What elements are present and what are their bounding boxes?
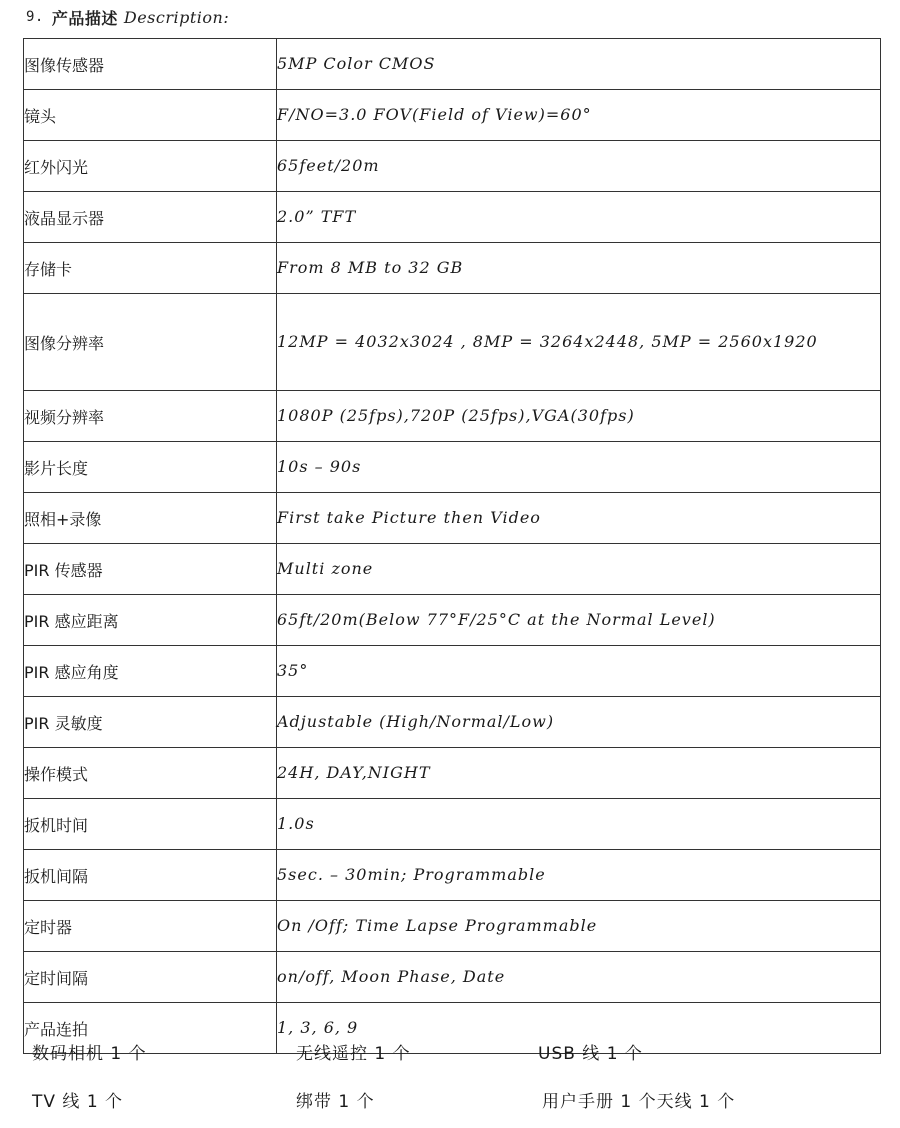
spec-value: 10s – 90s <box>277 442 881 493</box>
spec-value: F/NO=3.0 FOV(Field of View)=60° <box>277 90 881 141</box>
table-row <box>24 850 881 901</box>
spec-value: Adjustable (High/Normal/Low) <box>277 697 881 748</box>
table-row <box>24 748 881 799</box>
spec-label: 图像分辨率 <box>24 294 277 391</box>
spec-label: 定时器 <box>24 901 277 952</box>
accessory-item: USB 线 1 个 <box>538 1044 643 1064</box>
section-title-en: Description: <box>123 7 230 27</box>
table-row <box>24 90 881 141</box>
spec-label: PIR 灵敏度 <box>24 697 277 748</box>
table-row <box>24 595 881 646</box>
table-row <box>24 391 881 442</box>
spec-label: 扳机间隔 <box>24 850 277 901</box>
spec-value: 24H, DAY,NIGHT <box>277 748 881 799</box>
spec-label: 定时间隔 <box>24 952 277 1003</box>
table-row <box>24 952 881 1003</box>
spec-label: 产品连拍 <box>24 1003 277 1054</box>
spec-value: 65feet/20m <box>277 141 881 192</box>
accessories-list <box>0 1025 900 1125</box>
spec-label: 视频分辨率 <box>24 391 277 442</box>
spec-label: PIR 感应角度 <box>24 646 277 697</box>
spec-value: On /Off; Time Lapse Programmable <box>277 901 881 952</box>
spec-label: PIR 传感器 <box>24 544 277 595</box>
table-row <box>24 544 881 595</box>
spec-label: 液晶显示器 <box>24 192 277 243</box>
table-row <box>24 697 881 748</box>
table-row <box>24 192 881 243</box>
accessory-item: TV 线 1 个 <box>32 1092 124 1112</box>
section-heading <box>26 4 229 30</box>
spec-value: From 8 MB to 32 GB <box>277 243 881 294</box>
table-row <box>24 646 881 697</box>
spec-value: 35° <box>277 646 881 697</box>
spec-value: 5sec. – 30min; Programmable <box>277 850 881 901</box>
table-row <box>24 901 881 952</box>
spec-label: 扳机时间 <box>24 799 277 850</box>
spec-value: 2.0” TFT <box>277 192 881 243</box>
accessory-item: 用户手册 1 个天线 1 个 <box>542 1092 736 1112</box>
spec-value: 5MP Color CMOS <box>277 39 881 90</box>
spec-label: 红外闪光 <box>24 141 277 192</box>
spec-value: Multi zone <box>277 544 881 595</box>
spec-value: on/off, Moon Phase, Date <box>277 952 881 1003</box>
table-row <box>24 294 881 391</box>
table-row <box>24 799 881 850</box>
table-row <box>24 141 881 192</box>
spec-label: 存储卡 <box>24 243 277 294</box>
spec-value: 1080P (25fps),720P (25fps),VGA(30fps) <box>277 391 881 442</box>
accessory-item: 绑带 1 个 <box>296 1092 375 1112</box>
table-row <box>24 243 881 294</box>
section-title-cn: 产品描述 <box>51 8 118 28</box>
spec-label: 镜头 <box>24 90 277 141</box>
spec-label: 图像传感器 <box>24 39 277 90</box>
spec-label: 照相+录像 <box>24 493 277 544</box>
spec-value: 1.0s <box>277 799 881 850</box>
spec-value: 12MP = 4032x3024 , 8MP = 3264x2448, 5MP = 2560x1920 <box>277 294 881 391</box>
section-number: 9. <box>26 9 44 25</box>
spec-value: 1, 3, 6, 9 <box>277 1003 881 1054</box>
table-row <box>24 493 881 544</box>
spec-label: 操作模式 <box>24 748 277 799</box>
spec-value: First take Picture then Video <box>277 493 881 544</box>
table-row <box>24 39 881 90</box>
accessory-item: 无线遥控 1 个 <box>296 1044 411 1064</box>
accessory-item: 数码相机 1 个 <box>32 1044 147 1064</box>
spec-table <box>23 38 881 1054</box>
table-row <box>24 442 881 493</box>
spec-value: 65ft/20m(Below 77°F/25°C at the Normal Level) <box>277 595 881 646</box>
spec-label: PIR 感应距离 <box>24 595 277 646</box>
spec-label: 影片长度 <box>24 442 277 493</box>
